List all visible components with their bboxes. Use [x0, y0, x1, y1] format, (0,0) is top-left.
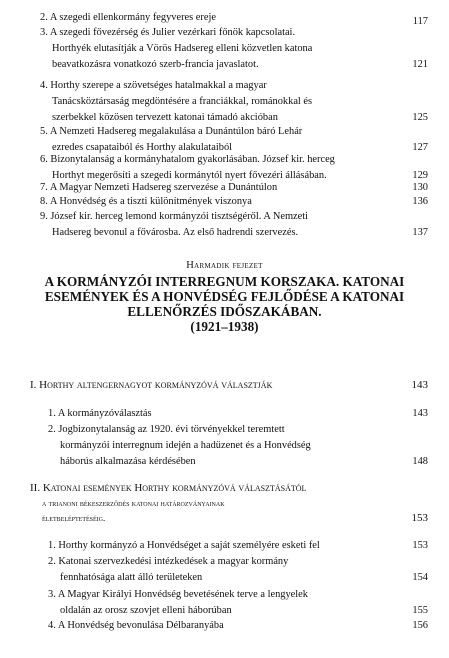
page-number: 130: [412, 182, 428, 193]
entry-line: 4. Horthy szerepe a szövetséges hatalmakkal a magyar: [40, 80, 267, 91]
entry-line: 2. A szegedi ellenkormány fegyveres ereje: [40, 12, 216, 23]
page-number: 143: [411, 379, 428, 391]
toc-entry: [48, 406, 428, 422]
entry-line: 2. Jogbizonytalanság az 1920. évi törvényekkel teremtett: [48, 424, 285, 435]
toc-entry: [48, 422, 428, 470]
entry-line: 2. Katonai szervezkedési intézkedések a magyar kormány: [48, 556, 289, 567]
page-number: 137: [412, 227, 428, 238]
entry-line: Horthyék elutasítják a Vörös Hadsereg elleni közvetlen katona: [52, 43, 313, 54]
entry-line: Tanácsköztársaság megdöntésére a franciákkal, románokkal és: [52, 96, 313, 107]
entry-line: fennhatósága alatt álló területeken: [60, 572, 203, 583]
section-heading: [30, 378, 428, 393]
chapter-title: [0, 274, 449, 334]
entry-line: 1. Horthy kormányzó a Honvédséget a saját személyére esketi fel: [48, 540, 320, 551]
page-number: 153: [411, 512, 428, 524]
page-number: 117: [412, 16, 428, 27]
page-number: 154: [412, 572, 428, 583]
toc-entry: [48, 538, 428, 554]
entry-line: beavatkozásra vonatkozó szerb-francia javaslatot.: [52, 59, 259, 70]
toc-entry: [48, 554, 428, 586]
entry-line: Hadsereg bevonul a fővárosba. Az első hadrendi szervezés.: [52, 227, 299, 238]
chapter-title-line: ESEMÉNYEK ÉS A HONVÉDSÉG FEJLŐDÉSE A KATONAI: [44, 289, 405, 304]
entry-line: ezredes csapataiból és Horthy alakulataiból: [52, 142, 233, 153]
chapter-years: (1921–1938): [190, 319, 259, 334]
entry-line: 7. A Magyar Nemzeti Hadsereg szervezése a Dunántúlon: [40, 182, 278, 193]
entry-line: háborús alkalmazása kérdésében: [60, 456, 196, 467]
toc-entry: [40, 10, 428, 26]
entry-line: 1. A kormányzóválasztás: [48, 408, 152, 419]
entry-line: kormányzói interregnum idején a hadüzenet és a Honvédség: [60, 440, 311, 451]
chapter-title-line: A KORMÁNYZÓI INTERREGNUM KORSZAKA. KATONAI: [44, 274, 405, 289]
entry-line: Horthyt megerősíti a szegedi kormánytól nyert fővezéri állásában.: [52, 170, 327, 181]
page-number: 125: [412, 112, 428, 123]
section-title: a trianoni békeszerződés katonai határozványainak: [42, 498, 225, 508]
page-number: 155: [412, 605, 428, 616]
page-number: 127: [412, 142, 428, 153]
section-title: I. Horthy altengernagyot kormányzóvá választják: [30, 379, 273, 391]
toc-entry: [48, 587, 428, 619]
entry-line: szerbekkel közösen tervezett katonai támadó akcióban: [52, 112, 278, 123]
page-number: 129: [412, 170, 428, 181]
page-number: 156: [412, 620, 428, 631]
toc-entry: [48, 618, 428, 634]
toc-entry: [40, 25, 428, 73]
page-number: 121: [412, 59, 428, 70]
section-title: életbeléptetéséig.: [42, 513, 106, 523]
entry-line: 3. A szegedi fővezérség és Julier vezérkari főnök kapcsolatai.: [40, 27, 296, 38]
entry-line: 6. Bizonytalanság a kormányhatalom gyakorlásában. József kir. herceg: [40, 154, 335, 165]
toc-entry: [40, 194, 428, 210]
entry-line: 5. A Nemzeti Hadsereg megalakulása a Dunántúlon báró Lehár: [40, 126, 303, 137]
chapter-title-line: ELLENŐRZÉS IDŐSZAKÁBAN.: [127, 304, 322, 319]
entry-line: 9. József kir. herceg lemond kormányzói tisztségéről. A Nemzeti: [40, 211, 309, 222]
page-number: 143: [412, 408, 428, 419]
page-number: 153: [412, 540, 428, 551]
page-number: 148: [412, 456, 428, 467]
toc-entry: [40, 78, 428, 126]
section-title: II. Katonai események Horthy kormányzóvá választásától: [30, 482, 307, 494]
entry-line: 3. A Magyar Királyi Honvédség bevetésének terve a lengyelek: [48, 589, 308, 600]
entry-line: oldalán az orosz szovjet elleni háborúban: [60, 605, 232, 616]
toc-entry: [40, 209, 428, 241]
section-heading: [30, 481, 428, 526]
entry-line: 8. A Honvédség és a tiszti különítmények viszonya: [40, 196, 252, 207]
chapter-label: Harmadik fejezet: [186, 260, 263, 271]
entry-line: 4. A Honvédség bevonulása Délbaranyába: [48, 620, 224, 631]
page-number: 136: [412, 196, 428, 207]
